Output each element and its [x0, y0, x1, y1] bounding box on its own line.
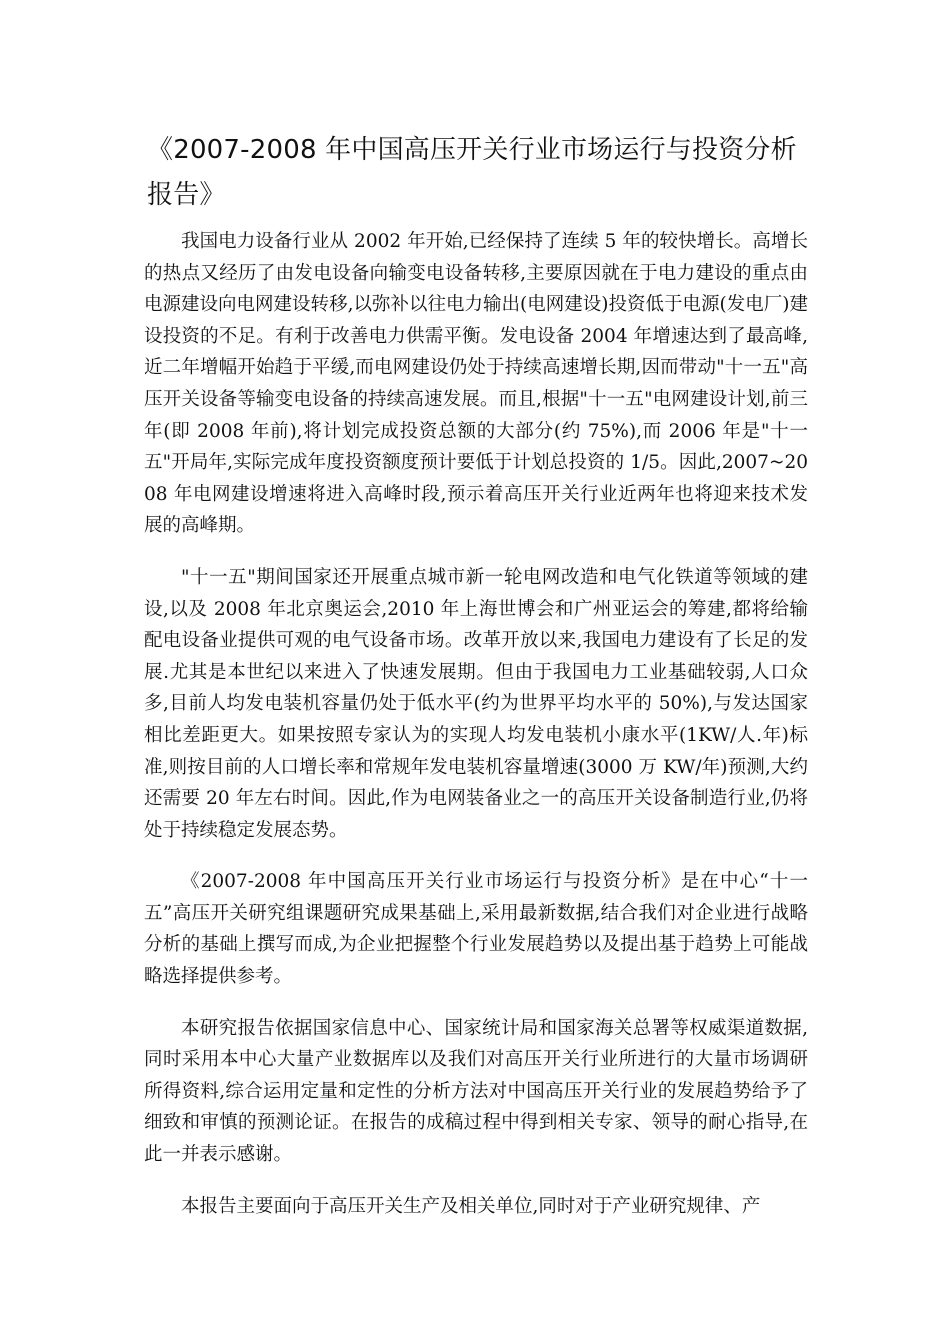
paragraph-4: 本研究报告依据国家信息中心、国家统计局和国家海关总署等权威渠道数据,同时采用本中心大量产业数据库以及我们对高压开关行业所进行的大量市场调研所得资料,综合运用定量和定性的分析方法对中国高压开关行业的发展趋势给予了细致和审慎的预测论证。在报告的成稿过程中得到相关专家、领导的耐心指导,在此一并表示感谢。	[144, 1017, 808, 1166]
paragraph-3: 《2007-2008 年中国高压开关行业市场运行与投资分析》是在中心“十一五”高压开关研究组课题研究成果基础上,采用最新数据,结合我们对企业进行战略分析的基础上撰写而成,为企业把握整个行业发展趋势以及提出基于趋势上可能战略选择提供参考。	[144, 871, 808, 988]
document-title: 《2007-2008 年中国高压开关行业市场运行与投资分析报告》	[147, 135, 797, 210]
document-body	[144, 226, 808, 1242]
paragraph-2: "十一五"期间国家还开展重点城市新一轮电网改造和电气化铁道等领域的建设,以及 2008 年北京奥运会,2010 年上海世博会和广州亚运会的筹建,都将给输配电设备业提供可观的电气设备市场。改革开放以来,我国电力建设有了长足的发展.尤其是本世纪以来进入了快速发展期。但由于我国电力工业基础较弱,人口众多,目前人均发电装机容量仍处于低水平(约为世界平均水平的 50%),与发达国家相比差距更大。如果按照专家认为的实现人均发电装机小康水平(1KW/人.年)标准,则按目前的人口增长率和常规年发电装机容量增速(3000 万 KW/年)预测,大约还需要 20 年左右时间。因此,作为电网装备业之一的高压开关设备制造行业,仍将处于持续稳定发展态势。	[144, 566, 808, 841]
paragraph-5: 本报告主要面向于高压开关生产及相关单位,同时对于产业研究规律、产	[181, 1195, 761, 1217]
paragraph-1: 我国电力设备行业从 2002 年开始,已经保持了连续 5 年的较快增长。高增长的热点又经历了由发电设备向输变电设备转移,主要原因就在于电力建设的重点由电源建设向电网建设转移,以弥补以往电力输出(电网建设)投资低于电源(发电厂)建设投资的不足。有利于改善电力供需平衡。发电设备 2004 年增速达到了最高峰,近二年增幅开始趋于平缓,而电网建设仍处于持续高速增长期,因而带动"十一五"高压开关设备等输变电设备的持续高速发展。而且,根据"十一五"电网建设计划,前三年(即 2008 年前),将计划完成投资总额的大部分(约 75%),而 2006 年是"十一五"开局年,实际完成年度投资额度预计要低于计划总投资的 1/5。因此,2007~2008 年电网建设增速将进入高峰时段,预示着高压开关行业近两年也将迎来技术发展的高峰期。	[144, 231, 808, 537]
